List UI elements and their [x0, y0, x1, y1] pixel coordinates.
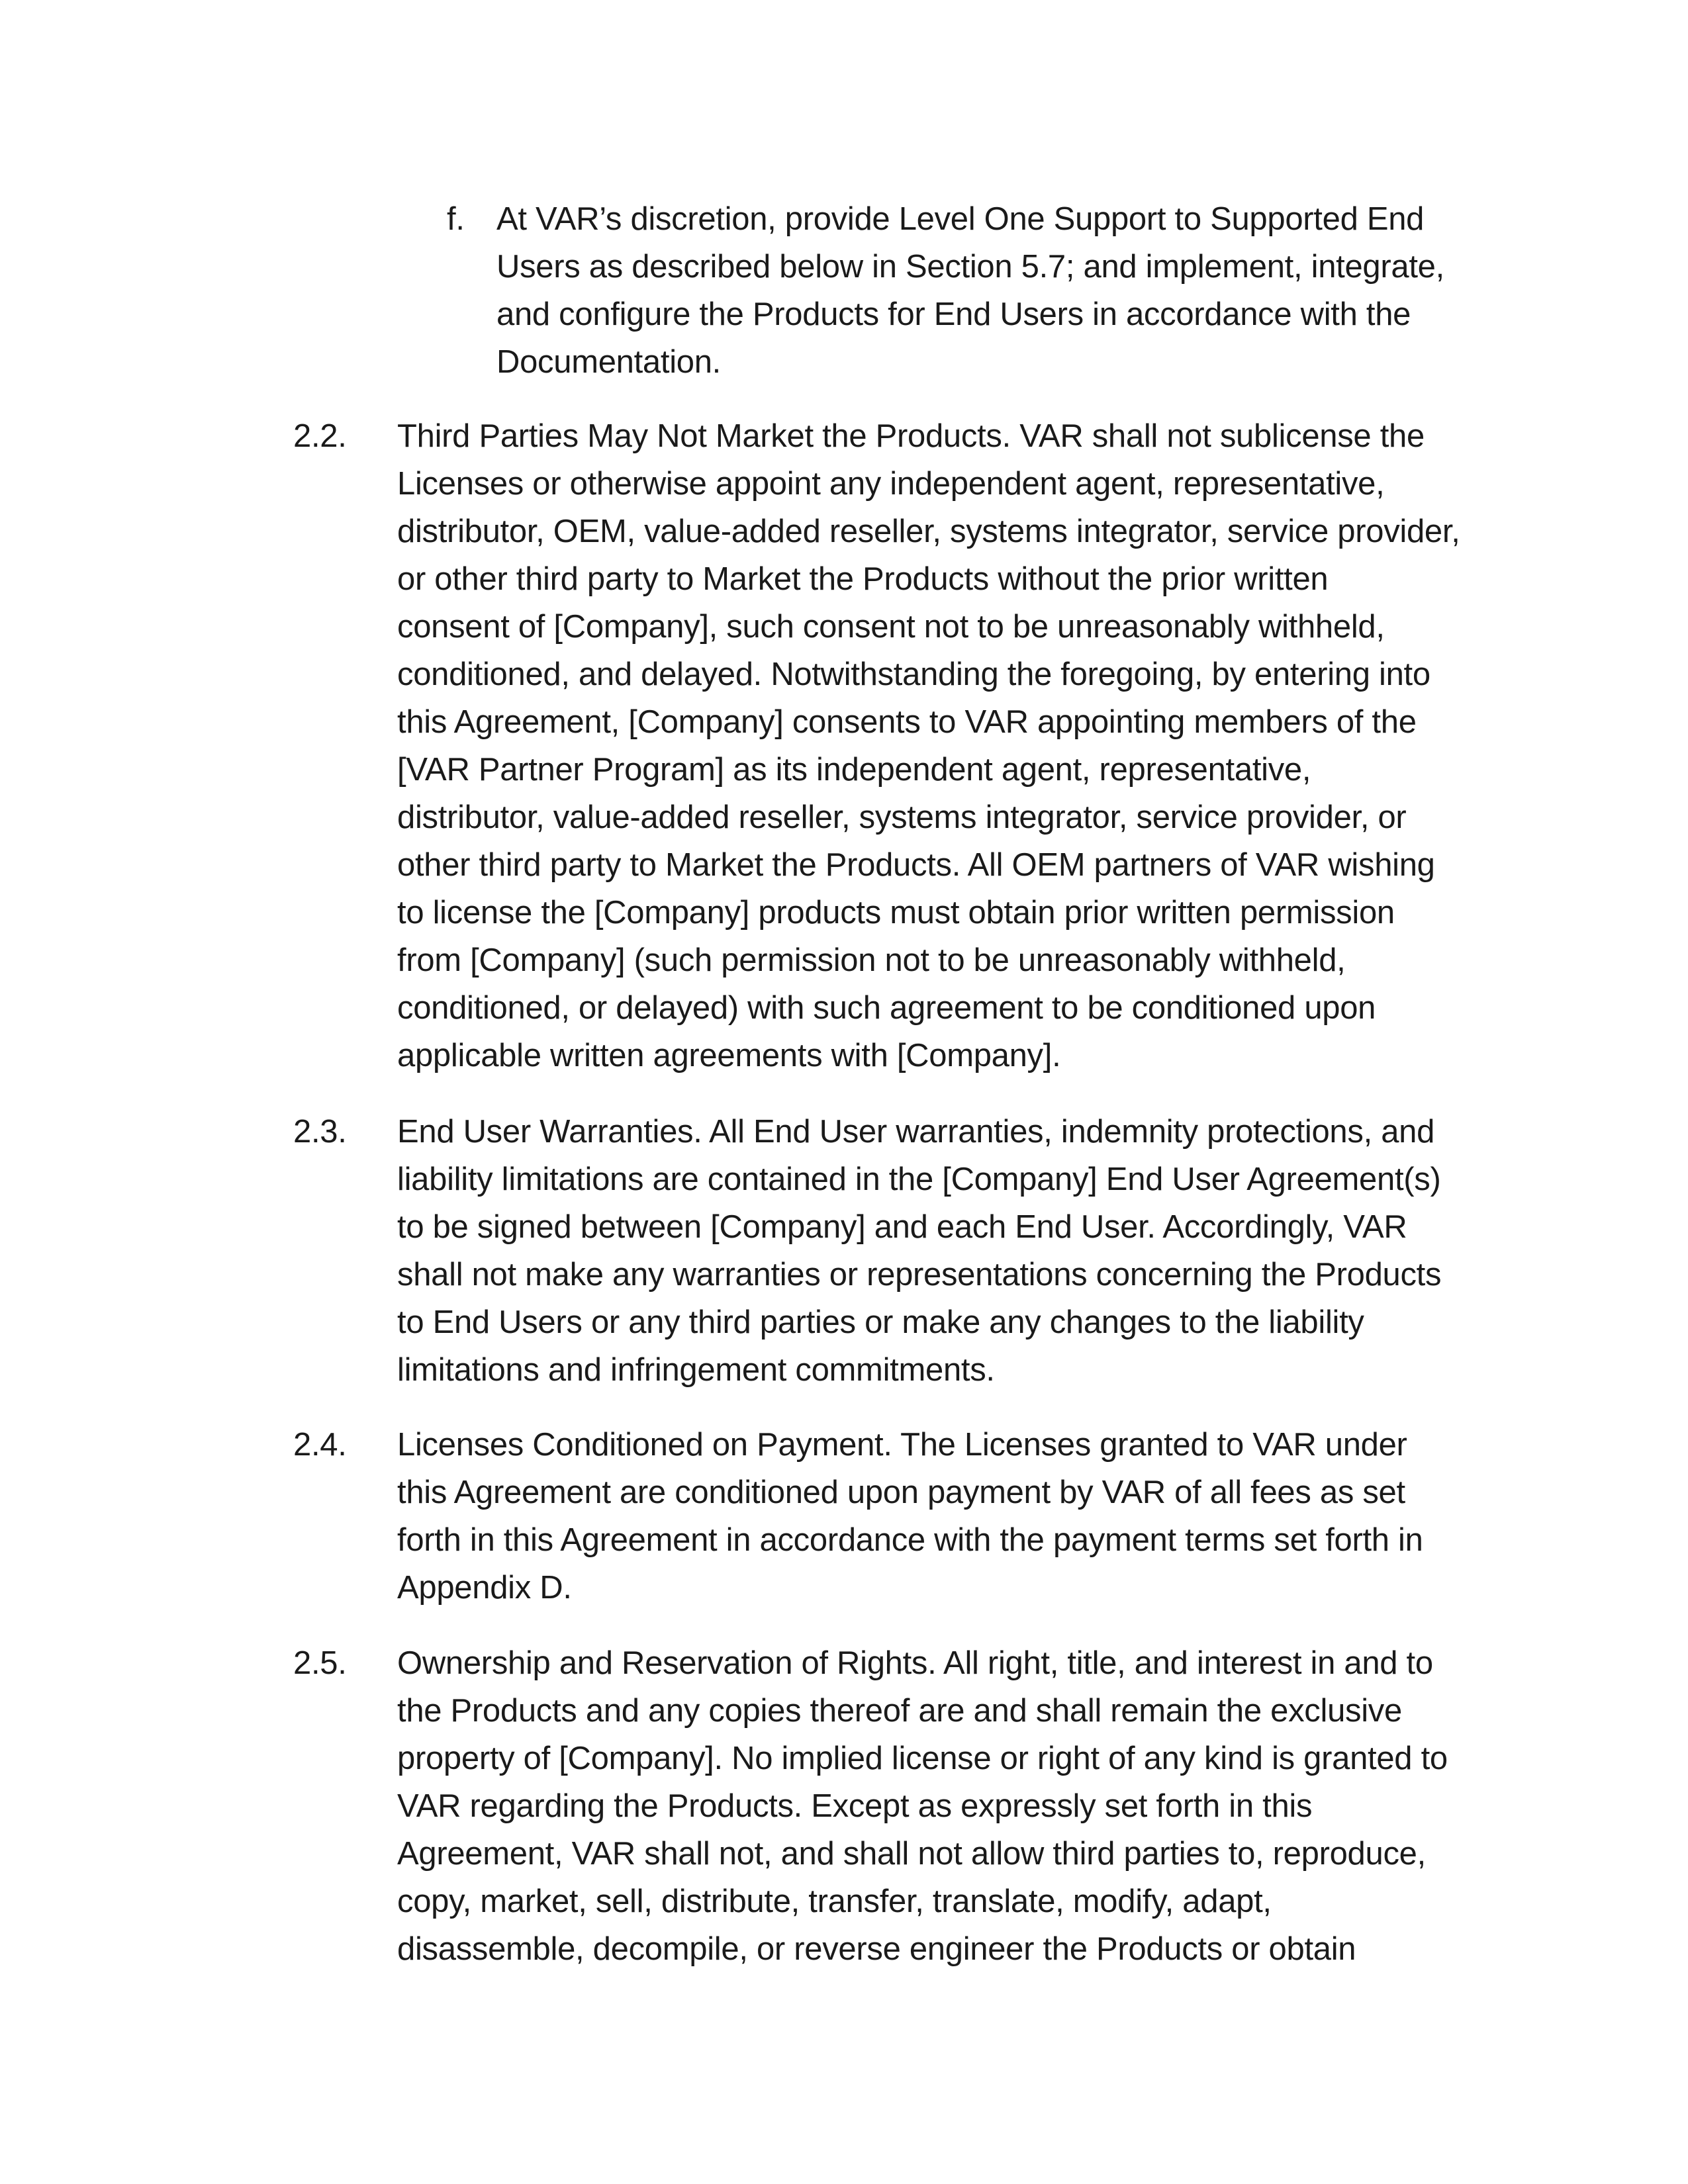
- text-line: End User Warranties. All End User warranties, indemnity protections, and: [397, 1114, 1435, 1150]
- text-line: or other third party to Market the Products without the prior written: [397, 561, 1329, 597]
- text-line: to license the [Company] products must obtain prior written permission: [397, 895, 1395, 931]
- text-line: consent of [Company], such consent not to be unreasonably withheld,: [397, 609, 1385, 645]
- section-text: [397, 1421, 1496, 1612]
- text-line: this Agreement, [Company] consents to VAR appointing members of the: [397, 704, 1417, 740]
- text-line: distributor, value-added reseller, systems integrator, service provider, or: [397, 799, 1407, 835]
- text-line: liability limitations are contained in the [Company] End User Agreement(s): [397, 1161, 1441, 1197]
- text-line: and configure the Products for End Users in accordance with the: [496, 296, 1411, 332]
- text-line: Licenses or otherwise appoint any independent agent, representative,: [397, 466, 1385, 502]
- text-line: from [Company] (such permission not to be unreasonably withheld,: [397, 942, 1346, 978]
- text-line: [VAR Partner Program] as its independent agent, representative,: [397, 752, 1311, 788]
- text-line: to be signed between [Company] and each End User. Accordingly, VAR: [397, 1209, 1407, 1245]
- text-line: Appendix D.: [397, 1570, 572, 1606]
- text-line: disassemble, decompile, or reverse engineer the Products or obtain: [397, 1931, 1356, 1967]
- section-number: 2.3.: [293, 1114, 347, 1150]
- item-marker: f.: [447, 201, 465, 237]
- text-line: conditioned, or delayed) with such agreement to be conditioned upon: [397, 990, 1376, 1026]
- text-line: Licenses Conditioned on Payment. The Licenses granted to VAR under: [397, 1427, 1407, 1463]
- section-number: 2.2.: [293, 418, 347, 454]
- text-line: property of [Company]. No implied license or right of any kind is granted to: [397, 1741, 1448, 1776]
- section-text: [397, 1108, 1496, 1394]
- text-line: to End Users or any third parties or make any changes to the liability: [397, 1304, 1364, 1340]
- text-line: copy, market, sell, distribute, transfer, translate, modify, adapt,: [397, 1884, 1272, 1919]
- text-line: distributor, OEM, value-added reseller, systems integrator, service provider,: [397, 514, 1460, 549]
- text-line: shall not make any warranties or representations concerning the Products: [397, 1257, 1442, 1293]
- item-text: [496, 195, 1489, 386]
- text-line: the Products and any copies thereof are and shall remain the exclusive: [397, 1693, 1402, 1729]
- text-line: this Agreement are conditioned upon payment by VAR of all fees as set: [397, 1475, 1405, 1510]
- section-text: [397, 412, 1496, 1079]
- text-line: conditioned, and delayed. Notwithstanding the foregoing, by entering into: [397, 657, 1430, 692]
- text-line: Agreement, VAR shall not, and shall not allow third parties to, reproduce,: [397, 1836, 1426, 1872]
- text-line: Documentation.: [496, 344, 721, 380]
- text-line: Ownership and Reservation of Rights. All right, title, and interest in and to: [397, 1645, 1433, 1681]
- text-line: other third party to Market the Products. All OEM partners of VAR wishing: [397, 847, 1435, 883]
- text-line: VAR regarding the Products. Except as expressly set forth in this: [397, 1788, 1313, 1824]
- section-text: [397, 1639, 1496, 1973]
- text-line: At VAR’s discretion, provide Level One Support to Supported End: [496, 201, 1425, 237]
- text-line: limitations and infringement commitments.: [397, 1352, 995, 1388]
- text-line: applicable written agreements with [Company].: [397, 1038, 1061, 1073]
- section-number: 2.4.: [293, 1427, 347, 1463]
- text-line: Third Parties May Not Market the Products. VAR shall not sublicense the: [397, 418, 1425, 454]
- text-line: Users as described below in Section 5.7; and implement, integrate,: [496, 249, 1444, 285]
- section-number: 2.5.: [293, 1645, 347, 1681]
- text-line: forth in this Agreement in accordance with the payment terms set forth in: [397, 1522, 1423, 1558]
